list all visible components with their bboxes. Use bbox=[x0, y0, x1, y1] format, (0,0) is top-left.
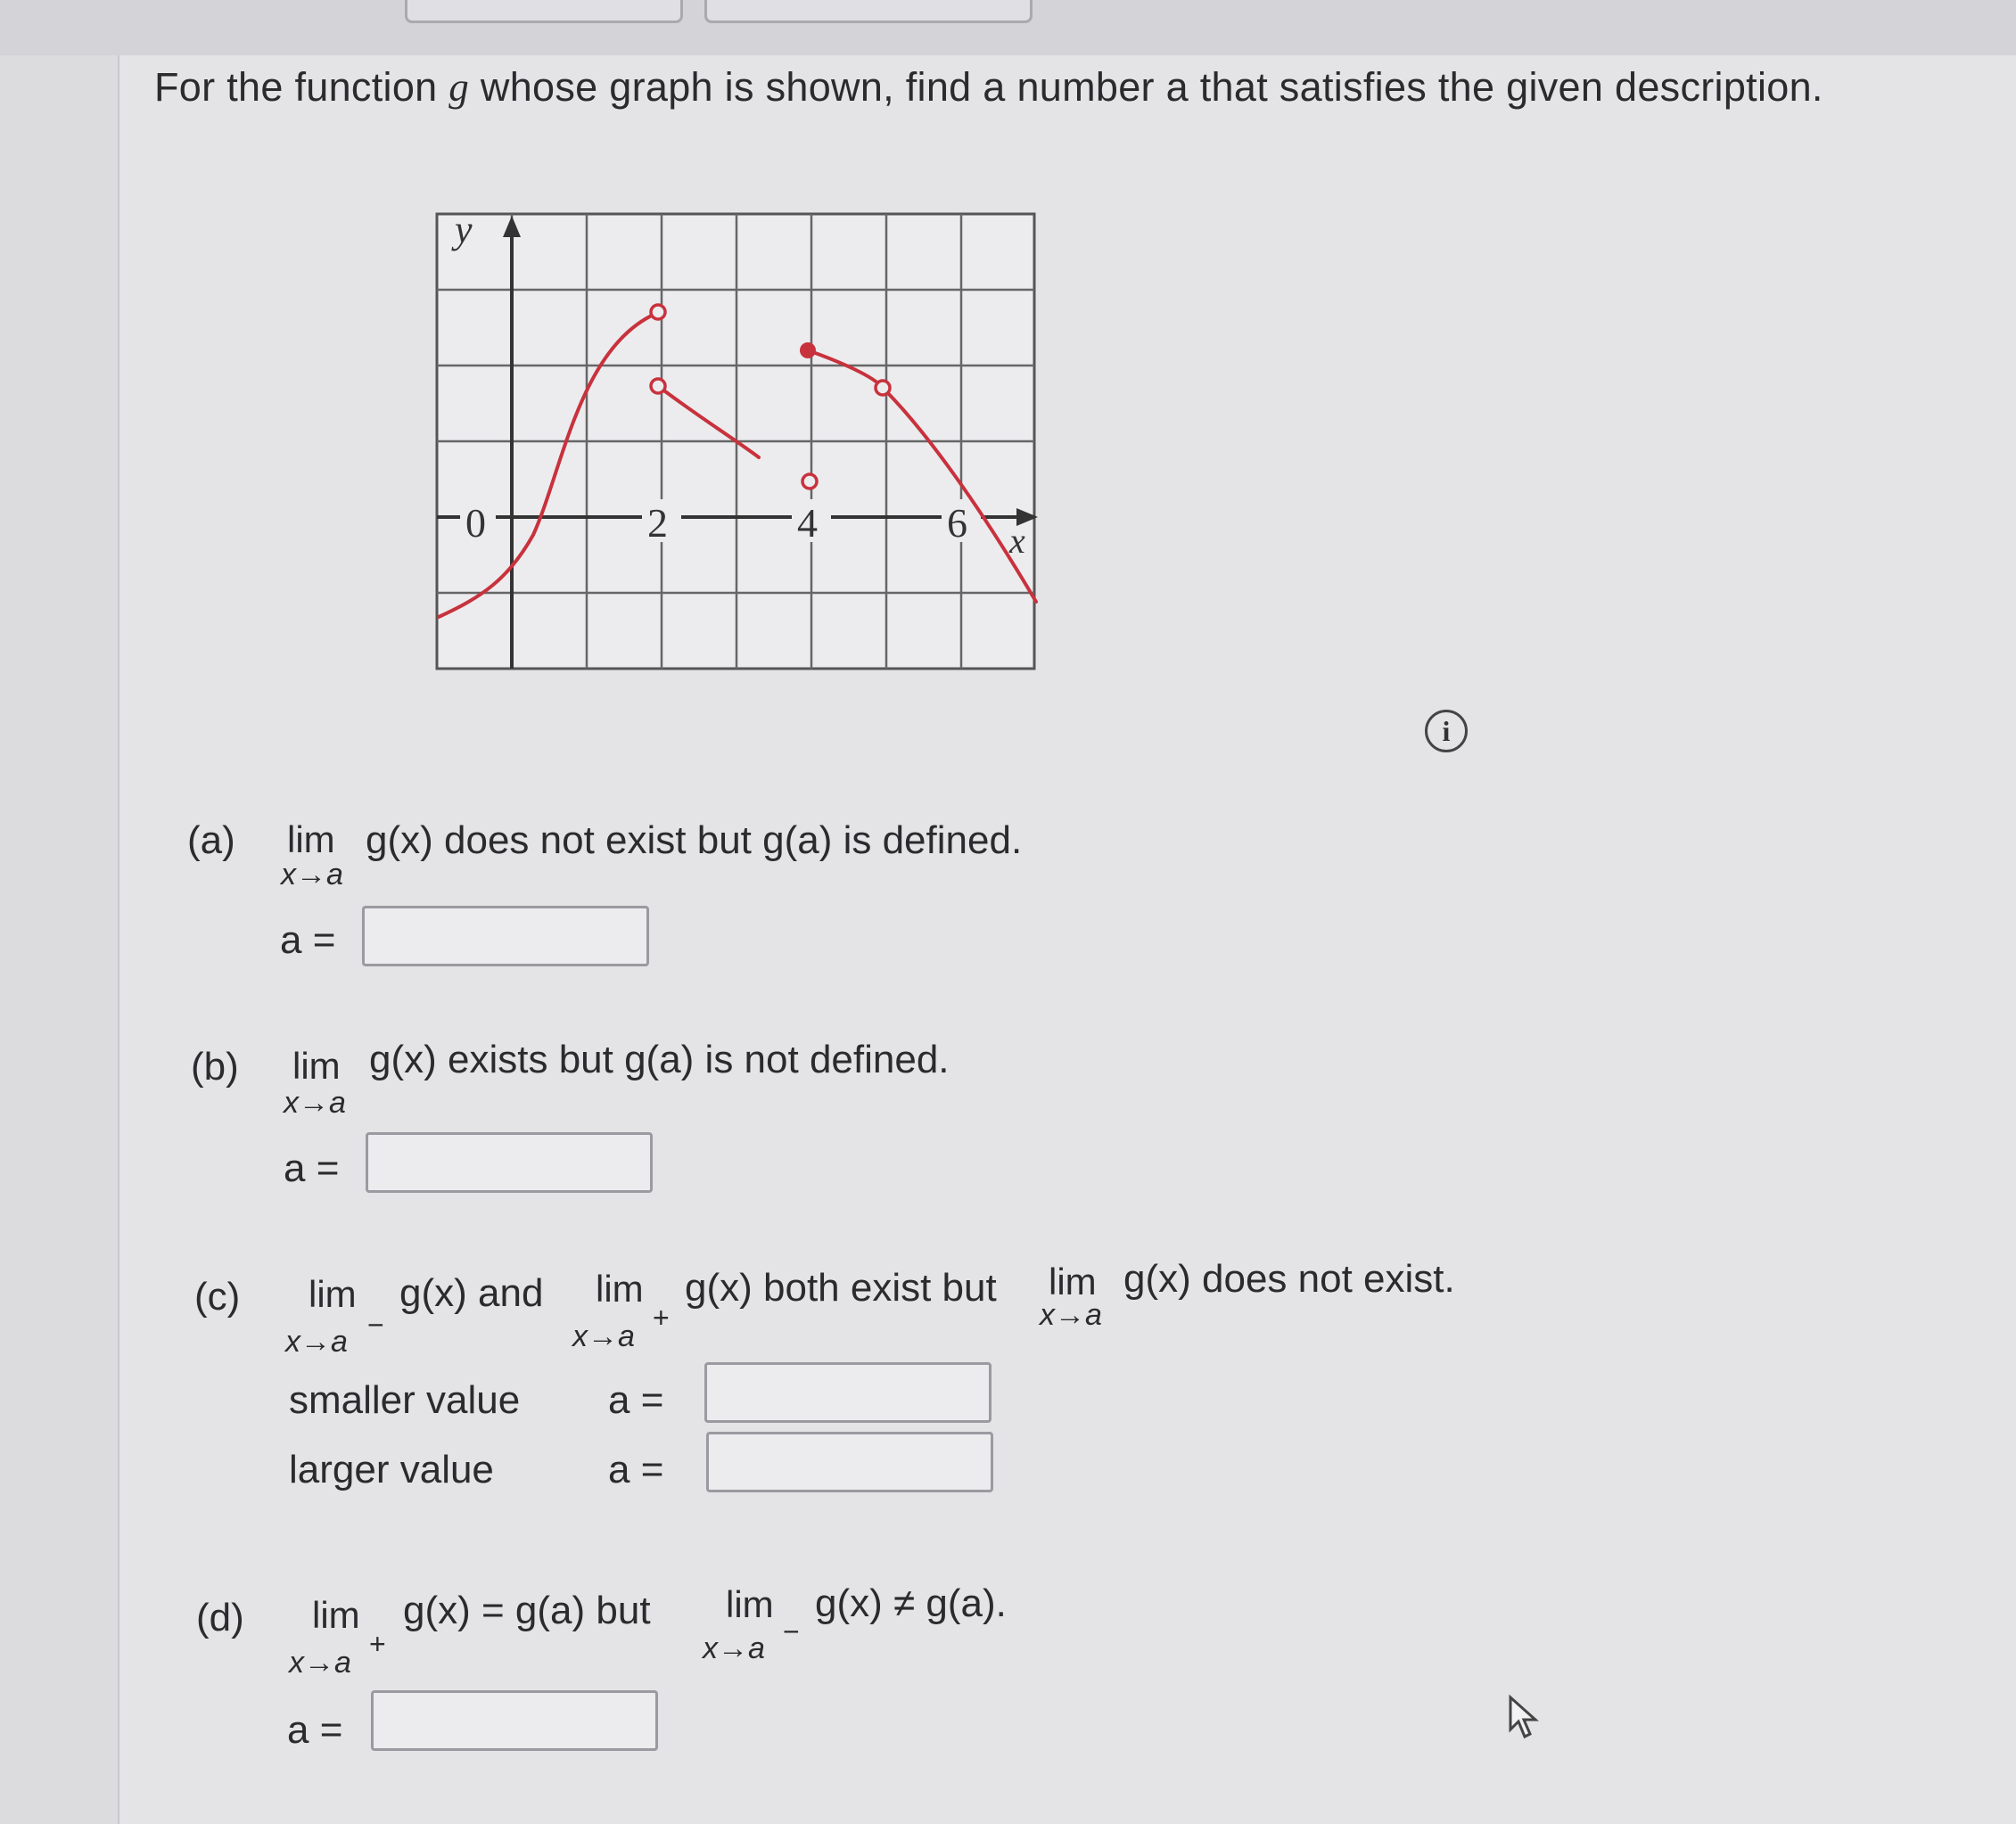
mouse-pointer-icon bbox=[1507, 1694, 1543, 1744]
part-b-answer-label: a = bbox=[284, 1146, 340, 1190]
part-c-label: (c) bbox=[194, 1275, 241, 1319]
x-tick-label-4: 4 bbox=[797, 500, 818, 546]
open-point-5 bbox=[876, 381, 890, 395]
part-b-lim: lim bbox=[292, 1045, 341, 1087]
part-b-description: g(x) exists but g(a) is not defined. bbox=[369, 1038, 950, 1081]
part-b-label: (b) bbox=[191, 1045, 239, 1089]
part-d-lim-right-subscript: x→a bbox=[289, 1646, 351, 1680]
part-c-text-3: g(x) does not exist. bbox=[1123, 1257, 1455, 1301]
part-a-description: g(x) does not exist but g(a) is defined. bbox=[366, 818, 1023, 862]
x-axis-label: x bbox=[1009, 521, 1025, 561]
part-d-lim-left: lim bbox=[726, 1583, 774, 1625]
part-c-lim-two-sided-subscript: x→a bbox=[1040, 1298, 1102, 1332]
part-b-lim-subscript: x→a bbox=[284, 1086, 346, 1120]
part-c-larger-answer-label: a = bbox=[608, 1448, 664, 1491]
instruction-function-name: g bbox=[448, 65, 470, 110]
open-point-2-upper bbox=[651, 305, 665, 319]
part-c-text-1: g(x) and bbox=[399, 1271, 544, 1315]
part-c-lim-left-subscript: x→a bbox=[285, 1325, 348, 1359]
part-c-larger-answer-input[interactable] bbox=[706, 1432, 993, 1492]
open-point-2-lower bbox=[651, 379, 665, 393]
toolbar-button-1[interactable] bbox=[405, 0, 683, 23]
part-d-lim-left-subscript: x→a bbox=[703, 1631, 765, 1665]
part-c-larger-label: larger value bbox=[289, 1448, 494, 1491]
x-tick-label-2: 2 bbox=[647, 500, 668, 546]
part-c-text-2: g(x) both exist but bbox=[685, 1266, 997, 1310]
origin-label: 0 bbox=[465, 500, 486, 546]
part-a-lim: lim bbox=[287, 818, 335, 860]
part-c-lim-two-sided: lim bbox=[1049, 1261, 1097, 1302]
part-b-answer-input[interactable] bbox=[366, 1132, 653, 1193]
toolbar-button-2[interactable] bbox=[704, 0, 1033, 23]
y-axis-label: y bbox=[455, 208, 473, 251]
part-d-text-2: g(x) ≠ g(a). bbox=[815, 1582, 1007, 1625]
part-a-label: (a) bbox=[187, 818, 235, 862]
part-a-answer-label: a = bbox=[280, 918, 336, 962]
part-d-answer-input[interactable] bbox=[371, 1690, 658, 1751]
top-toolbar bbox=[0, 0, 2016, 55]
function-graph bbox=[428, 205, 1052, 678]
part-c-lim-left: lim bbox=[309, 1273, 357, 1315]
part-c-lim-right: lim bbox=[596, 1268, 644, 1310]
part-d-lim-right-superscript: + bbox=[369, 1628, 386, 1660]
part-a-lim-subscript: x→a bbox=[281, 858, 343, 891]
part-c-smaller-answer-label: a = bbox=[608, 1378, 664, 1422]
part-d-text-1: g(x) = g(a) but bbox=[403, 1589, 651, 1632]
instruction-text-pre: For the function bbox=[154, 64, 449, 110]
part-c-smaller-answer-input[interactable] bbox=[704, 1362, 992, 1423]
part-d-answer-label: a = bbox=[287, 1708, 343, 1752]
part-d-label: (d) bbox=[196, 1596, 244, 1639]
part-d-lim-right: lim bbox=[312, 1594, 360, 1636]
part-c-smaller-label: smaller value bbox=[289, 1378, 521, 1422]
part-c-lim-left-superscript: − bbox=[367, 1309, 384, 1341]
part-c-lim-right-superscript: + bbox=[653, 1302, 670, 1334]
instruction-text-post: whose graph is shown, find a number a that satisfies the given description. bbox=[469, 64, 1823, 110]
part-c-lim-right-subscript: x→a bbox=[572, 1319, 635, 1353]
part-a-answer-input[interactable] bbox=[362, 906, 649, 966]
x-tick-label-6: 6 bbox=[947, 500, 967, 546]
info-icon[interactable]: i bbox=[1425, 710, 1468, 752]
part-d-lim-left-superscript: − bbox=[783, 1615, 800, 1647]
question-instruction bbox=[154, 64, 1823, 111]
closed-point-4 bbox=[800, 342, 816, 358]
open-point-4-lower bbox=[802, 474, 817, 489]
